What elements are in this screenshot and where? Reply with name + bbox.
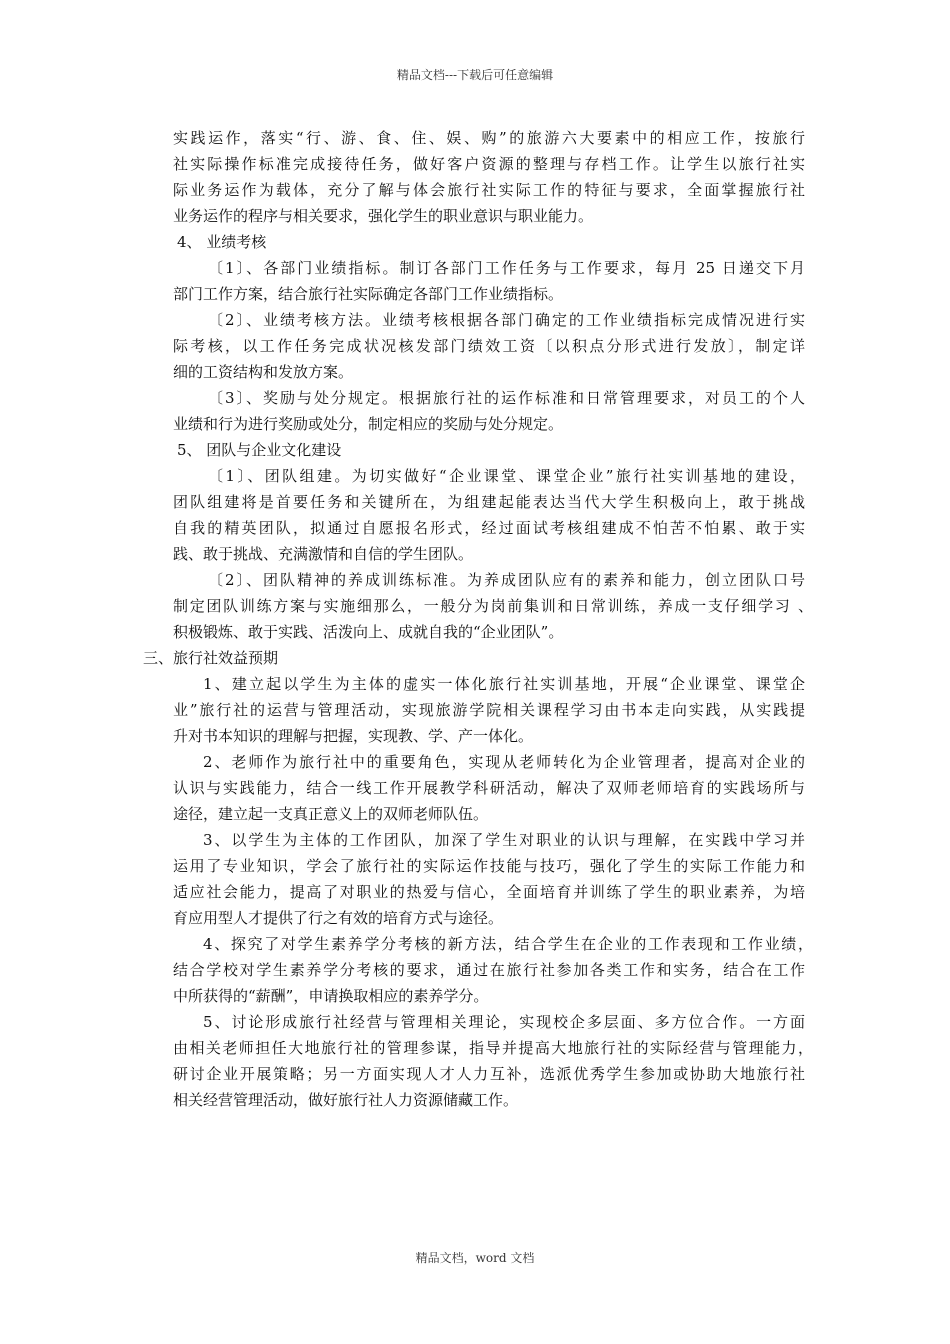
body-line: 团队组建将是首要任务和关键所在，为组建起能表达当代大学生积极向上，敢于挑战 bbox=[173, 493, 805, 511]
section-heading: 三、旅行社效益预期 bbox=[143, 649, 279, 667]
body-line: 社实际操作标准完成接待任务，做好客户资源的整理与存档工作。让学生以旅行社实 bbox=[173, 155, 805, 173]
body-line: 〔1〕、各部门业绩指标。制订各部门工作任务与工作要求，每月 25 日递交下月 bbox=[208, 259, 805, 277]
body-line: 升对书本知识的理解与把握，实现教、学、产一体化。 bbox=[173, 727, 534, 745]
body-line: 业务运作的程序与相关要求，强化学生的职业意识与职业能力。 bbox=[173, 207, 594, 225]
body-line: 中所获得的“薪酬”，申请换取相应的素养学分。 bbox=[173, 987, 489, 1005]
body-line: 〔2〕、团队精神的养成训练标准。为养成团队应有的素养和能力，创立团队口号 bbox=[208, 571, 805, 589]
body-line: 〔2〕、业绩考核方法。业绩考核根据各部门确定的工作业绩指标完成情况进行实 bbox=[208, 311, 805, 329]
body-line: 1、建立起以学生为主体的虚实一体化旅行社实训基地，开展“企业课堂、课堂企 bbox=[203, 675, 805, 693]
body-line: 3、以学生为主体的工作团队，加深了学生对职业的认识与理解，在实践中学习并 bbox=[203, 831, 805, 849]
body-line: 践、敢于挑战、充满激情和自信的学生团队。 bbox=[173, 545, 474, 563]
body-line: 际考核，以工作任务完成状况核发部门绩效工资〔以积点分形式进行发放〕，制定详 bbox=[173, 337, 805, 355]
body-line: 际业务运作为载体，充分了解与体会旅行社实际工作的特征与要求，全面掌握旅行社 bbox=[173, 181, 805, 199]
body-line: 〔3〕、奖励与处分规定。根据旅行社的运作标准和日常管理要求，对员工的个人 bbox=[208, 389, 805, 407]
page-footer: 精品文档，word 文档 bbox=[415, 1251, 535, 1265]
section-heading: 5、 团队与企业文化建设 bbox=[177, 441, 342, 459]
body-line: 制定团队训练方案与实施细那么，一般分为岗前集训和日常训练，养成一支仔细学习 、 bbox=[173, 597, 813, 615]
body-line: 实践运作，落实“行、游、食、住、娱、购”的旅游六大要素中的相应工作，按旅行 bbox=[173, 129, 805, 147]
body-line: 细的工资结构和发放方案。 bbox=[173, 363, 354, 381]
body-line: 业绩和行为进行奖励或处分，制定相应的奖励与处分规定。 bbox=[173, 415, 564, 433]
page-header: 精品文档---下载后可任意编辑 bbox=[396, 68, 554, 82]
body-line: 部门工作方案，结合旅行社实际确定各部门工作业绩指标。 bbox=[173, 285, 564, 303]
body-line: 积极锻炼、敢于实践、活泼向上、成就自我的“企业团队”。 bbox=[173, 623, 564, 641]
section-heading: 4、 业绩考核 bbox=[177, 233, 267, 251]
body-line: 结合学校对学生素养学分考核的要求，通过在旅行社参加各类工作和实务，结合在工作 bbox=[173, 961, 805, 979]
body-line: 研讨企业开展策略；另一方面实现人才人力互补，选派优秀学生参加或协助大地旅行社 bbox=[173, 1065, 805, 1083]
body-line: 2、老师作为旅行社中的重要角色，实现从老师转化为企业管理者，提高对企业的 bbox=[203, 753, 805, 771]
body-line: 育应用型人才提供了行之有效的培育方式与途径。 bbox=[173, 909, 504, 927]
body-line: 途径，建立起一支真正意义上的双师老师队伍。 bbox=[173, 805, 489, 823]
body-line: 由相关老师担任大地旅行社的管理参谋，指导并提高大地旅行社的实际经营与管理能力， bbox=[173, 1039, 813, 1057]
body-line: 认识与实践能力，结合一线工作开展教学科研活动，解决了双师老师培育的实践场所与 bbox=[173, 779, 805, 797]
body-line: 5、讨论形成旅行社经营与管理相关理论，实现校企多层面、多方位合作。一方面 bbox=[203, 1013, 805, 1031]
body-line: 自我的精英团队，拟通过自愿报名形式，经过面试考核组建成不怕苦不怕累、敢于实 bbox=[173, 519, 805, 537]
body-line: 〔1〕、团队组建。为切实做好“企业课堂、课堂企业”旅行社实训基地的建设， bbox=[208, 467, 805, 485]
body-line: 适应社会能力，提高了对职业的热爱与信心，全面培育并训练了学生的职业素养，为培 bbox=[173, 883, 805, 901]
body-line: 业”旅行社的运营与管理活动，实现旅游学院相关课程学习由书本走向实践，从实践提 bbox=[173, 701, 805, 719]
body-line: 相关经营管理活动，做好旅行社人力资源储藏工作。 bbox=[173, 1091, 519, 1109]
body-line: 4、探究了对学生素养学分考核的新方法，结合学生在企业的工作表现和工作业绩， bbox=[203, 935, 813, 953]
body-line: 运用了专业知识，学会了旅行社的实际运作技能与技巧，强化了学生的实际工作能力和 bbox=[173, 857, 805, 875]
